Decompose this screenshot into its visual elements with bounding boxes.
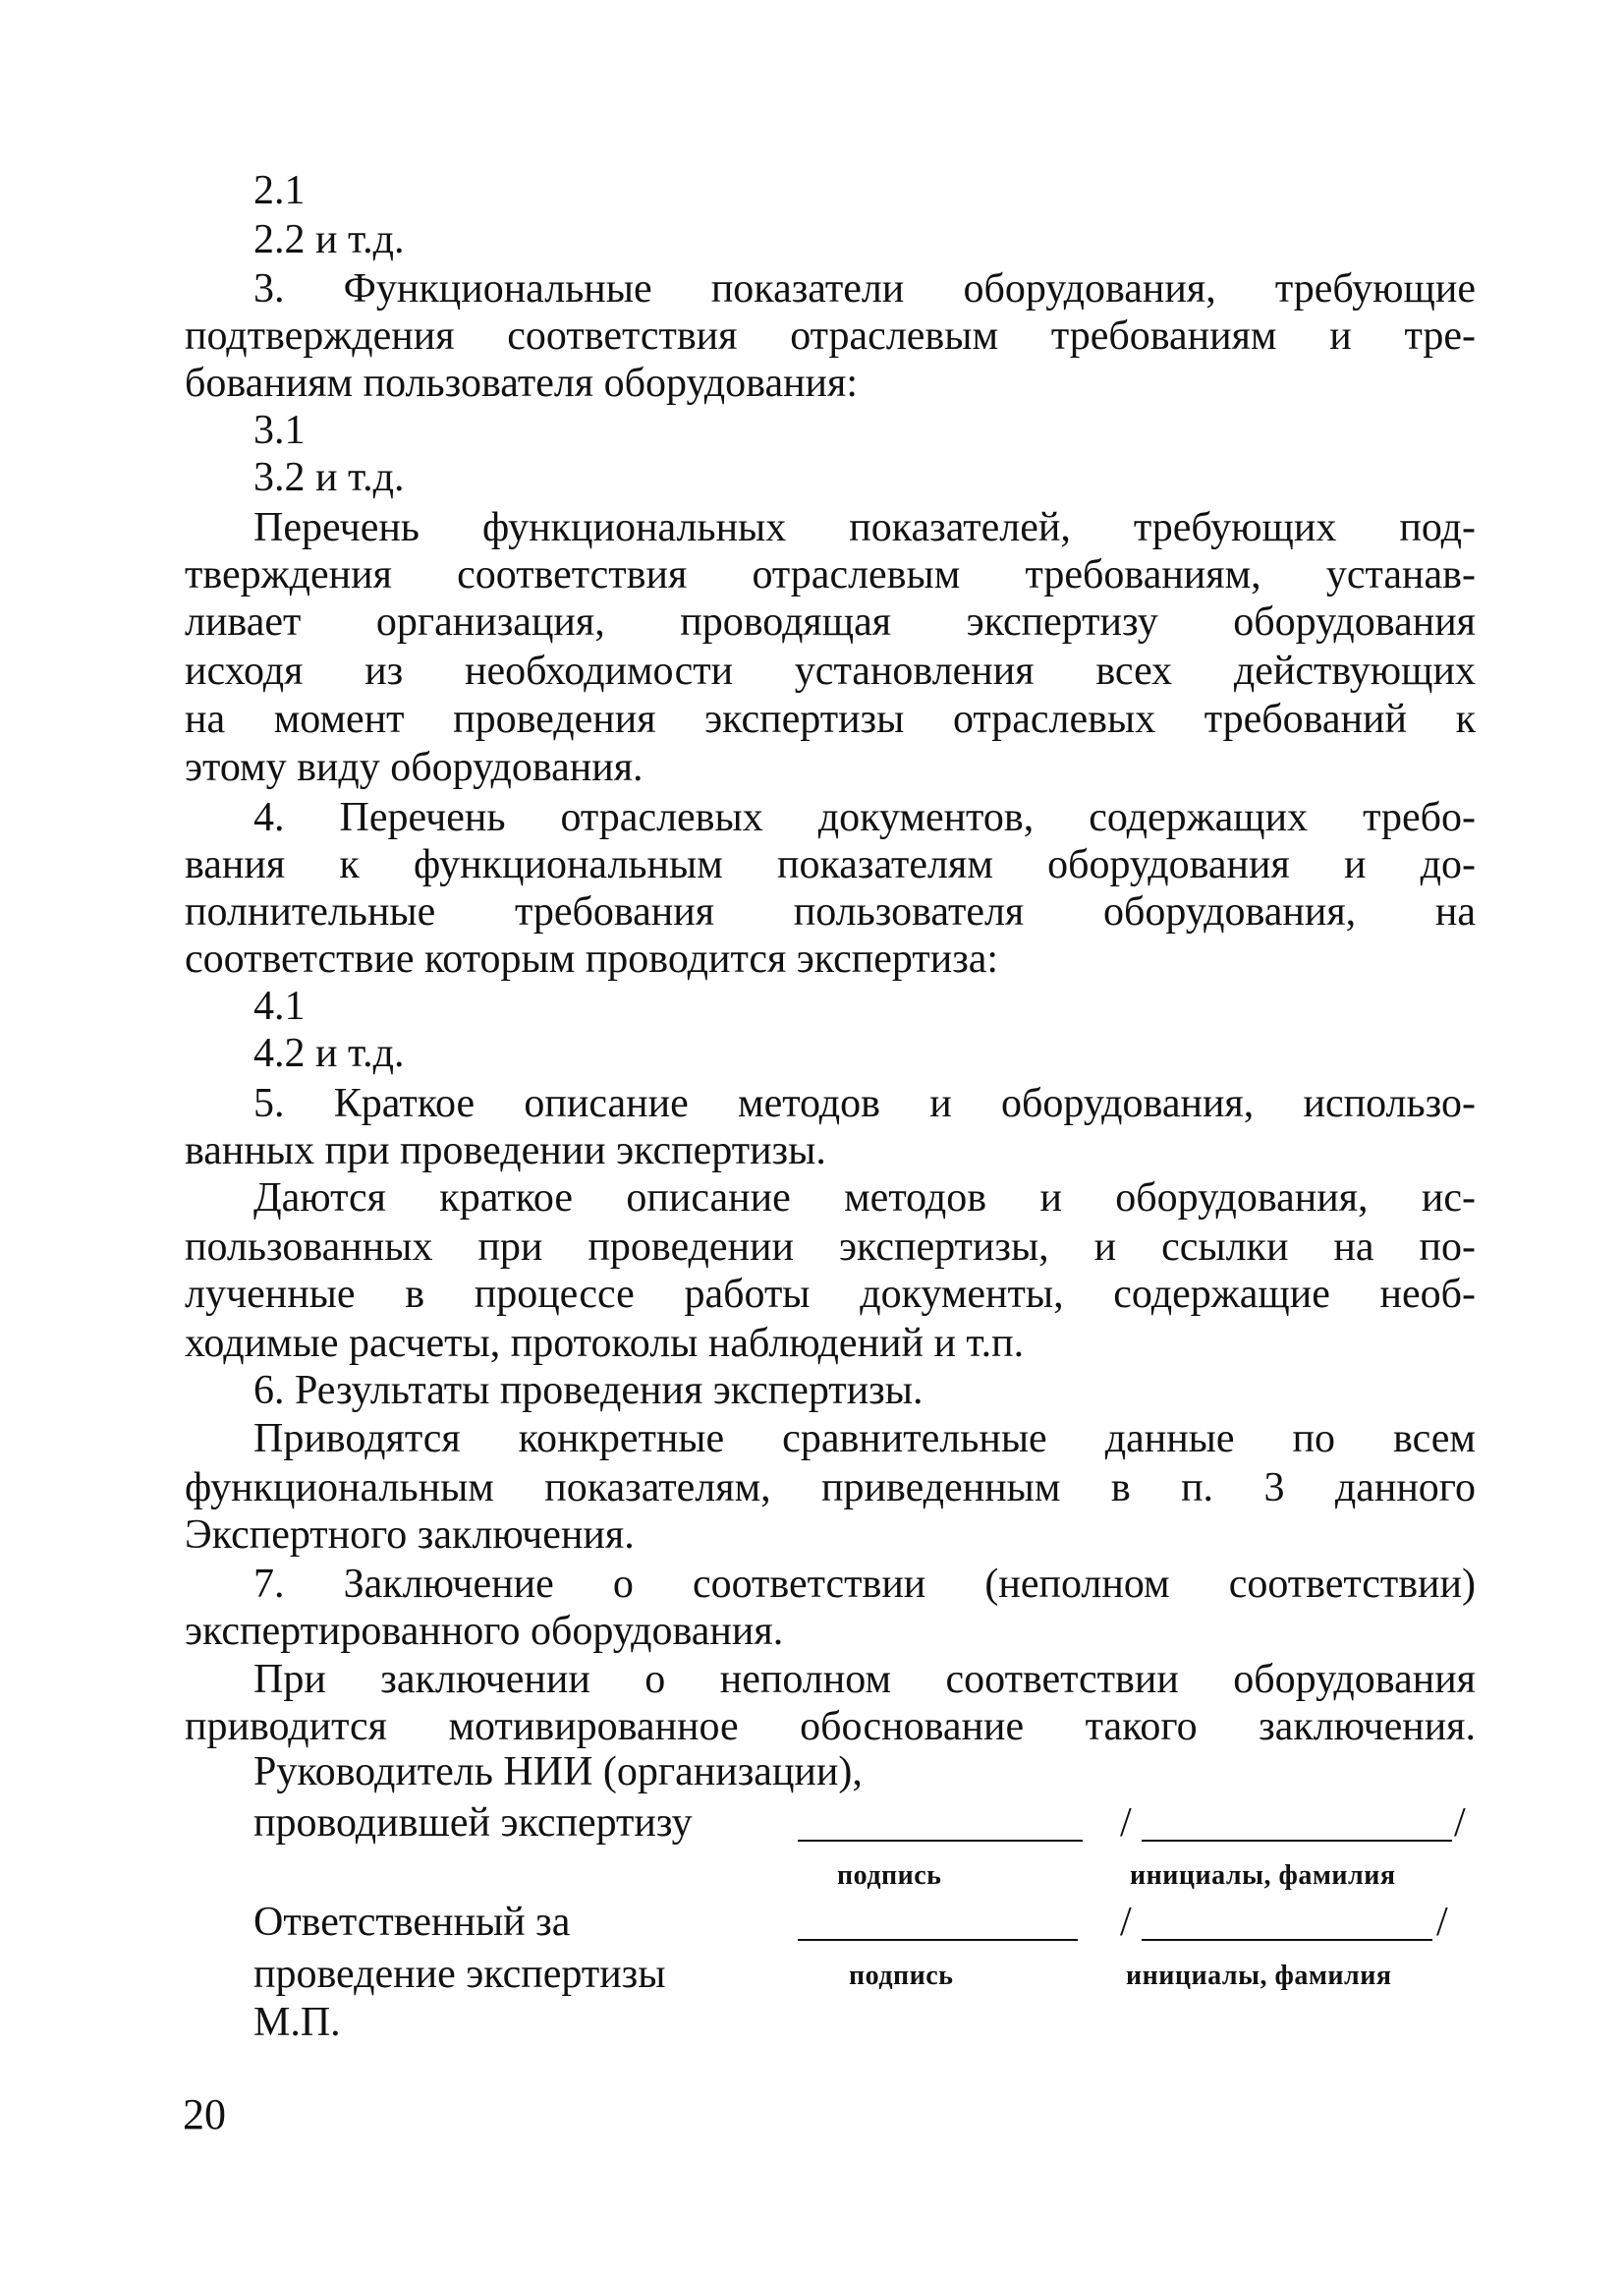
paragraph-first-line: Перечень функциональных показателей, требующих под-	[253, 505, 1476, 550]
item-3-1: 3.1	[253, 408, 306, 453]
stamp-mark: М.П.	[253, 2000, 341, 2045]
responsible-title-continued: проведение экспертизы	[253, 1952, 666, 1997]
text-line: функциональным показателям, приведенным в п. 3 данного	[185, 1465, 1476, 1510]
text-line: полнительные требования пользователя оборудования, на	[185, 889, 1476, 935]
head-title-continued: проводившей экспертизу	[253, 1800, 693, 1846]
slash: /	[1120, 1800, 1132, 1846]
slash: /	[1454, 1800, 1466, 1846]
slash: /	[1436, 1900, 1448, 1945]
text-line: пользованных при проведении экспертизы, и ссылки на по-	[185, 1224, 1476, 1270]
name-underline	[1142, 1840, 1452, 1842]
head-title: Руководитель НИИ (организации),	[253, 1749, 863, 1794]
text-line: тверждения соответствия отраслевым требованиям, устанав-	[185, 552, 1476, 597]
text-line: вания к функциональным показателям оборудования и до-	[185, 842, 1476, 887]
item-2-2: 2.2 и т.д.	[253, 217, 405, 262]
text-line: исходя из необходимости установления всех действующих	[185, 649, 1476, 694]
text-line: Экспертного заключения.	[185, 1512, 635, 1558]
text-line: ливает организация, проводящая экспертизу оборудования	[185, 599, 1476, 645]
text-line: этому виду оборудования.	[185, 745, 644, 790]
item-2-1: 2.1	[253, 168, 306, 213]
item-4-heading: 4. Перечень отраслевых документов, содержащих требо-	[253, 795, 1476, 840]
signature-caption: подпись	[849, 1961, 954, 1991]
text-line: лученные в процессе работы документы, содержащие необ-	[185, 1272, 1476, 1317]
signature-caption: подпись	[837, 1860, 942, 1891]
item-6-heading: 6. Результаты проведения экспертизы.	[253, 1368, 924, 1413]
paragraph-first-line: При заключении о неполном соответствии оборудования	[253, 1657, 1476, 1702]
responsible-title: Ответственный за	[253, 1900, 571, 1945]
page-number: 20	[183, 2090, 226, 2138]
item-4-2: 4.2 и т.д.	[253, 1031, 405, 1076]
signature-underline	[798, 1939, 1078, 1941]
item-3-2: 3.2 и т.д.	[253, 455, 405, 500]
text-line: бованиям пользователя оборудования:	[185, 361, 859, 406]
item-7-heading: 7. Заключение о соответствии (неполном соответствии)	[253, 1562, 1476, 1607]
text-line: ванных при проведении экспертизы.	[185, 1128, 826, 1173]
item-4-1: 4.1	[253, 984, 306, 1029]
text-line: соответствие которым проводится экспертиза:	[185, 937, 999, 982]
text-line: экспертированного оборудования.	[185, 1609, 784, 1654]
slash: /	[1120, 1900, 1132, 1945]
text-line: приводится мотивированное обоснование такого заключения.	[185, 1704, 1476, 1749]
paragraph-first-line: Приводятся конкретные сравнительные данные по всем	[253, 1416, 1476, 1461]
text-line: на момент проведения экспертизы отраслевых требований к	[185, 697, 1476, 742]
name-caption: инициалы, фамилия	[1126, 1961, 1392, 1991]
text-line: подтверждения соответствия отраслевым требованиям и тре-	[185, 313, 1476, 359]
signature-underline	[798, 1840, 1083, 1842]
text-line: ходимые расчеты, протоколы наблюдений и т.п.	[185, 1321, 1025, 1366]
paragraph-first-line: Даются краткое описание методов и оборудования, ис-	[253, 1175, 1476, 1221]
name-caption: инициалы, фамилия	[1130, 1860, 1396, 1891]
item-5-heading: 5. Краткое описание методов и оборудования, использо-	[253, 1081, 1476, 1126]
item-3-heading: 3. Функциональные показатели оборудования, требующие	[253, 266, 1476, 312]
name-underline	[1142, 1939, 1432, 1941]
